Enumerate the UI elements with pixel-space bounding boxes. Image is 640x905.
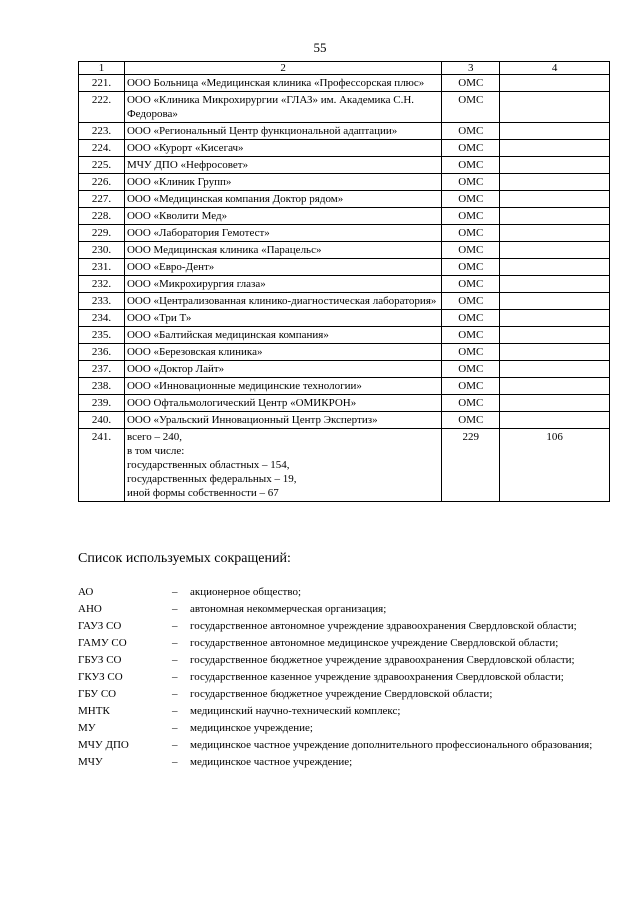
column-header-1: 1 xyxy=(79,62,125,75)
abbreviation-dash: – xyxy=(172,603,178,615)
abbreviations-title: Список используемых сокращений: xyxy=(78,551,291,566)
table-row xyxy=(79,378,610,395)
total-line: в том числе: xyxy=(126,445,185,457)
row-number: 225. xyxy=(79,157,125,174)
row-number: 224. xyxy=(79,140,125,157)
abbreviation-dash: – xyxy=(172,688,178,700)
row-count xyxy=(500,395,610,412)
table-total-row xyxy=(79,429,610,502)
row-count xyxy=(500,140,610,157)
row-number: 223. xyxy=(79,123,125,140)
institution-name: ООО «Микрохирургия глаза» xyxy=(124,276,441,293)
row-count xyxy=(500,293,610,310)
institution-name: ООО «Балтийская медицинская компания» xyxy=(124,327,441,344)
abbreviation-term: АНО xyxy=(78,603,102,615)
abbreviation-item xyxy=(78,756,608,769)
funding-type: ОМС xyxy=(442,208,500,225)
row-count xyxy=(500,75,610,92)
institution-name: ООО «Централизованная клинико-диагностическая лаборатория» xyxy=(124,293,441,310)
funding-type: ОМС xyxy=(442,412,500,429)
abbreviation-term: ГКУЗ СО xyxy=(78,671,123,683)
row-count xyxy=(500,191,610,208)
row-count xyxy=(500,361,610,378)
abbreviation-dash: – xyxy=(172,722,178,734)
abbreviation-dash: – xyxy=(172,620,178,632)
table-row xyxy=(79,123,610,140)
row-count xyxy=(500,208,610,225)
institution-name: МЧУ ДПО «Нефросовет» xyxy=(124,157,441,174)
institution-name: ООО «Клиника Микрохирургии «ГЛАЗ» им. Академика С.Н. Федорова» xyxy=(124,92,441,123)
table-row xyxy=(79,191,610,208)
abbreviation-definition: государственное автономное медицинское учреждение Свердловской области; xyxy=(190,637,559,649)
row-number: 232. xyxy=(79,276,125,293)
institution-name: ООО Больница «Медицинская клиника «Профессорская плюс» xyxy=(124,75,441,92)
institution-name: ООО «Березовская клиника» xyxy=(124,344,441,361)
abbreviation-item xyxy=(78,654,608,667)
abbreviation-dash: – xyxy=(172,705,178,717)
row-count xyxy=(500,225,610,242)
funding-type: ОМС xyxy=(442,174,500,191)
row-number: 231. xyxy=(79,259,125,276)
abbreviation-definition: государственное бюджетное учреждение здравоохранения Свердловской области; xyxy=(190,654,575,666)
abbreviation-item xyxy=(78,739,608,752)
abbreviation-term: ГАМУ СО xyxy=(78,637,127,649)
table-body xyxy=(79,75,610,502)
column-header-4: 4 xyxy=(500,62,610,75)
abbreviation-dash: – xyxy=(172,637,178,649)
abbreviation-term: МЧУ ДПО xyxy=(78,739,129,751)
row-count xyxy=(500,174,610,191)
institution-name: ООО Офтальмологический Центр «ОМИКРОН» xyxy=(124,395,441,412)
abbreviation-item xyxy=(78,671,608,684)
table-row xyxy=(79,225,610,242)
total-column-4: 106 xyxy=(500,429,610,502)
abbreviation-item xyxy=(78,603,608,616)
abbreviation-definition: государственное бюджетное учреждение Свердловской области; xyxy=(190,688,493,700)
funding-type: ОМС xyxy=(442,123,500,140)
row-number: 230. xyxy=(79,242,125,259)
abbreviation-item xyxy=(78,705,608,718)
row-number: 241. xyxy=(79,429,125,502)
table-row xyxy=(79,344,610,361)
column-header-2: 2 xyxy=(124,62,441,75)
row-count xyxy=(500,310,610,327)
funding-type: ОМС xyxy=(442,242,500,259)
abbreviation-term: ГАУЗ СО xyxy=(78,620,122,632)
row-count xyxy=(500,276,610,293)
table-row xyxy=(79,293,610,310)
abbreviation-dash: – xyxy=(172,756,178,768)
row-count xyxy=(500,378,610,395)
funding-type: ОМС xyxy=(442,75,500,92)
row-count xyxy=(500,157,610,174)
table-row xyxy=(79,157,610,174)
abbreviation-item xyxy=(78,586,608,599)
row-number: 228. xyxy=(79,208,125,225)
funding-type: ОМС xyxy=(442,310,500,327)
row-count xyxy=(500,344,610,361)
row-number: 221. xyxy=(79,75,125,92)
institution-name: ООО «Кволити Мед» xyxy=(124,208,441,225)
total-line: государственных федеральных – 19, xyxy=(126,473,297,485)
funding-type: ОМС xyxy=(442,395,500,412)
funding-type: ОМС xyxy=(442,140,500,157)
total-line: иной формы собственности – 67 xyxy=(126,487,279,499)
funding-type: ОМС xyxy=(442,191,500,208)
institution-name: ООО Медицинская клиника «Парацельс» xyxy=(124,242,441,259)
row-count xyxy=(500,412,610,429)
abbreviation-definition: медицинское частное учреждение; xyxy=(190,756,353,768)
table-header-row xyxy=(79,62,610,75)
row-number: 235. xyxy=(79,327,125,344)
abbreviation-definition: медицинское частное учреждение дополнительного профессионального образования; xyxy=(190,739,593,751)
row-number: 234. xyxy=(79,310,125,327)
abbreviation-definition: автономная некоммерческая организация; xyxy=(190,603,387,615)
table-row xyxy=(79,174,610,191)
table-row xyxy=(79,208,610,225)
funding-type: ОМС xyxy=(442,327,500,344)
table-row xyxy=(79,412,610,429)
table-row xyxy=(79,395,610,412)
institution-name: ООО «Лаборатория Гемотест» xyxy=(124,225,441,242)
row-number: 227. xyxy=(79,191,125,208)
table-row xyxy=(79,92,610,123)
abbreviation-definition: государственное автономное учреждение здравоохранения Свердловской области; xyxy=(190,620,577,632)
table-row xyxy=(79,75,610,92)
abbreviation-term: МНТК xyxy=(78,705,110,717)
institution-name: ООО «Медицинская компания Доктор рядом» xyxy=(124,191,441,208)
row-number: 222. xyxy=(79,92,125,123)
institution-name: ООО «Курорт «Кисегач» xyxy=(124,140,441,157)
table-row xyxy=(79,310,610,327)
institutions-table xyxy=(78,61,610,502)
table-row xyxy=(79,259,610,276)
abbreviation-definition: медицинское учреждение; xyxy=(190,722,313,734)
abbreviation-dash: – xyxy=(172,654,178,666)
row-number: 239. xyxy=(79,395,125,412)
abbreviation-item xyxy=(78,688,608,701)
abbreviation-item xyxy=(78,637,608,650)
table-row xyxy=(79,140,610,157)
row-number: 233. xyxy=(79,293,125,310)
abbreviation-item xyxy=(78,722,608,735)
total-line: всего – 240, xyxy=(126,431,182,443)
institution-name: ООО «Инновационные медицинские технологии» xyxy=(124,378,441,395)
institution-name: ООО «Региональный Центр функциональной адаптации» xyxy=(124,123,441,140)
column-header-3: 3 xyxy=(442,62,500,75)
abbreviation-definition: государственное казенное учреждение здравоохранения Свердловской области; xyxy=(190,671,564,683)
abbreviation-dash: – xyxy=(172,586,178,598)
funding-type: ОМС xyxy=(442,293,500,310)
row-count xyxy=(500,259,610,276)
institution-name: ООО «Доктор Лайт» xyxy=(124,361,441,378)
row-number: 236. xyxy=(79,344,125,361)
funding-type: ОМС xyxy=(442,361,500,378)
row-number: 240. xyxy=(79,412,125,429)
funding-type: ОМС xyxy=(442,378,500,395)
table-row xyxy=(79,242,610,259)
table-row xyxy=(79,276,610,293)
funding-type: ОМС xyxy=(442,225,500,242)
funding-type: ОМС xyxy=(442,157,500,174)
row-count xyxy=(500,242,610,259)
institution-name: ООО «Евро-Дент» xyxy=(124,259,441,276)
row-count xyxy=(500,327,610,344)
row-count xyxy=(500,123,610,140)
row-number: 238. xyxy=(79,378,125,395)
abbreviation-dash: – xyxy=(172,739,178,751)
row-number: 229. xyxy=(79,225,125,242)
abbreviation-definition: медицинский научно-технический комплекс; xyxy=(190,705,401,717)
table-row xyxy=(79,361,610,378)
total-column-3: 229 xyxy=(442,429,500,502)
institution-name: ООО «Клиник Групп» xyxy=(124,174,441,191)
row-count xyxy=(500,92,610,123)
table-row xyxy=(79,327,610,344)
row-number: 226. xyxy=(79,174,125,191)
abbreviation-dash: – xyxy=(172,671,178,683)
abbreviation-item xyxy=(78,620,608,633)
funding-type: ОМС xyxy=(442,344,500,361)
abbreviation-term: АО xyxy=(78,586,94,598)
abbreviation-term: МУ xyxy=(78,722,96,734)
page-number: 55 xyxy=(313,40,327,55)
abbreviation-term: ГБУ СО xyxy=(78,688,117,700)
total-summary xyxy=(124,429,441,502)
abbreviations-list xyxy=(78,586,608,773)
funding-type: ОМС xyxy=(442,276,500,293)
funding-type: ОМС xyxy=(442,92,500,123)
row-number: 237. xyxy=(79,361,125,378)
funding-type: ОМС xyxy=(442,259,500,276)
abbreviation-definition: акционерное общество; xyxy=(190,586,302,598)
total-line: государственных областных – 154, xyxy=(126,459,290,471)
institution-name: ООО «Уральский Инновационный Центр Экспертиз» xyxy=(124,412,441,429)
abbreviation-term: МЧУ xyxy=(78,756,103,768)
abbreviation-term: ГБУЗ СО xyxy=(78,654,122,666)
institution-name: ООО «Три Т» xyxy=(124,310,441,327)
